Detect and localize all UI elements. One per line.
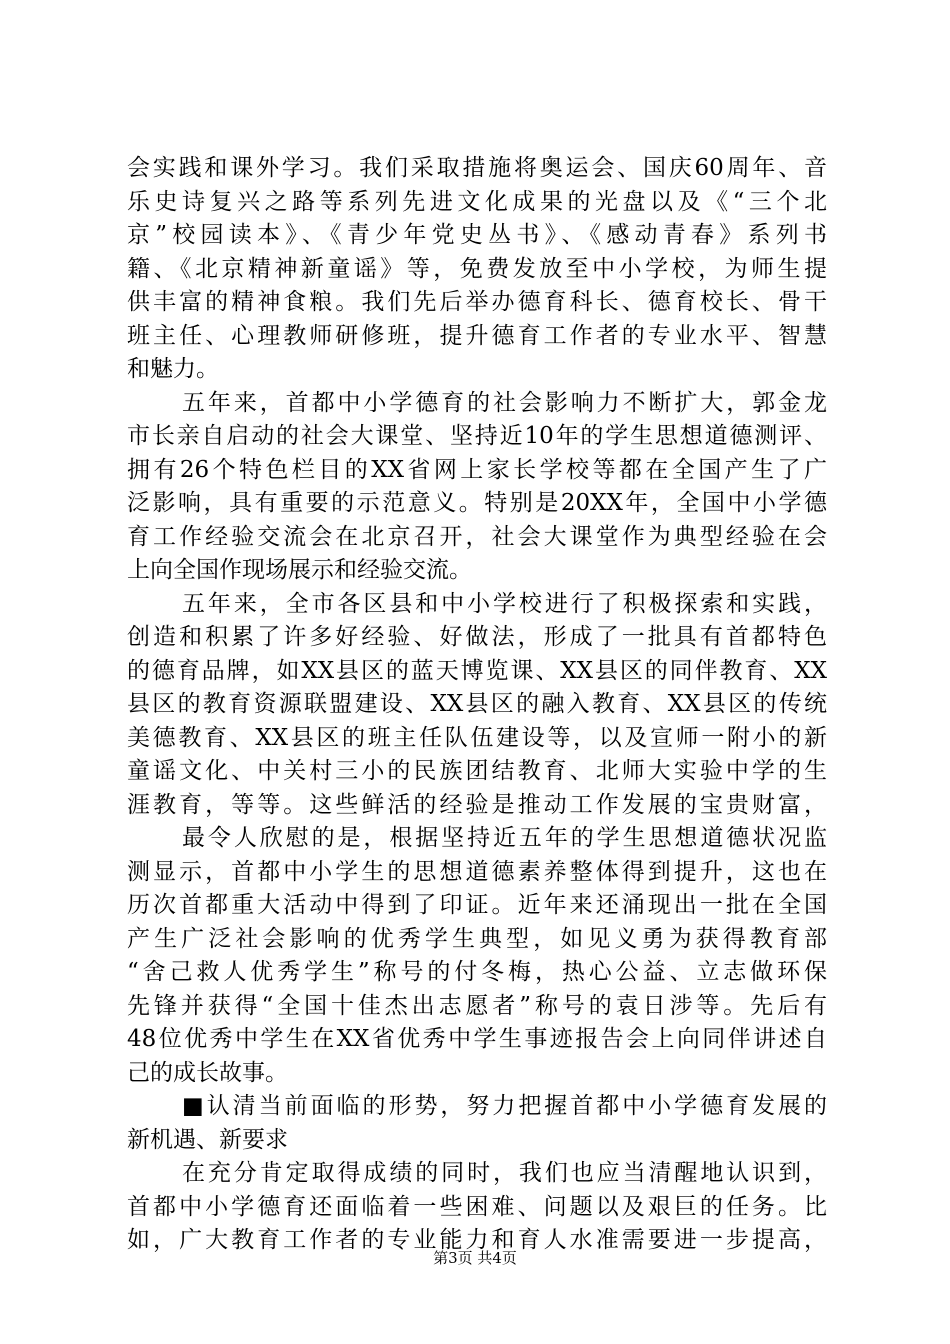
text-line: 拥有26个特色栏目的XX省网上家长学校等都在全国产生了广 xyxy=(127,456,827,483)
text-line: 历次首都重大活动中得到了印证。近年来还涌现出一批在全国 xyxy=(127,892,827,918)
text-line: 乐史诗复兴之路等系列先进文化成果的光盘以及《“三个北 xyxy=(127,188,827,215)
text-line: 育工作经验交流会在北京召开，社会大课堂作为典型经验在会 xyxy=(127,523,827,550)
text-line: 上向全国作现场展示和经验交流。 xyxy=(127,557,472,583)
text-line: 先锋并获得“全国十佳杰出志愿者”称号的袁日涉等。先后有 xyxy=(127,992,827,1019)
text-line: 产生广泛社会影响的优秀学生典型，如见义勇为获得教育部 xyxy=(127,925,827,952)
text-line: “舍己救人优秀学生”称号的付冬梅，热心公益、立志做环保 xyxy=(127,959,827,985)
body-text xyxy=(127,152,827,1258)
text-line: 己的成长故事。 xyxy=(127,1059,288,1086)
text-line: 班主任、心理教师研修班，提升德育工作者的专业水平、智慧 xyxy=(127,322,827,349)
text-line: 和魅力。 xyxy=(127,356,219,382)
text-line: 童谣文化、中关村三小的民族团结教育、北师大实验中学的生 xyxy=(127,758,827,784)
text-line: 新机遇、新要求 xyxy=(127,1126,288,1153)
text-line: 美德教育、XX县区的班主任队伍建设等，以及宣师一附小的新 xyxy=(127,724,827,751)
text-line: 县区的教育资源联盟建设、XX县区的融入教育、XX县区的传统 xyxy=(127,691,827,717)
text-line: 会实践和课外学习。我们采取措施将奥运会、国庆60周年、音 xyxy=(127,155,827,181)
text-line: 如，广大教育工作者的专业能力和育人水准需要进一步提高， xyxy=(127,1227,827,1253)
text-line: 五年来，首都中小学德育的社会影响力不断扩大，郭金龙 xyxy=(182,389,827,416)
text-line: 首都中小学德育还面临着一些困难、问题以及艰巨的任务。比 xyxy=(127,1193,827,1220)
text-line: 最令人欣慰的是，根据坚持近五年的学生思想道德状况监 xyxy=(182,825,827,851)
text-line: 泛影响，具有重要的示范意义。特别是20XX年，全国中小学德 xyxy=(127,490,827,516)
text-line: 京”校园读本》、《青少年党史丛书》、《感动青春》系列书 xyxy=(127,222,827,248)
text-line: 涯教育，等等。这些鲜活的经验是推动工作发展的宝贵财富， xyxy=(127,791,827,818)
text-line: 五年来，全市各区县和中小学校进行了积极探索和实践， xyxy=(182,590,827,617)
text-line: 创造和积累了许多好经验、好做法，形成了一批具有首都特色 xyxy=(127,624,827,650)
text-line: 的德育品牌，如XX县区的蓝天博览课、XX县区的同伴教育、XX xyxy=(127,657,827,684)
text-line: 市长亲自启动的社会大课堂、坚持近10年的学生思想道德测评、 xyxy=(127,423,827,449)
text-line: ■认清当前面临的形势，努力把握首都中小学德育发展的 xyxy=(182,1093,827,1119)
text-line: 测显示，首都中小学生的思想道德素养整体得到提升，这也在 xyxy=(127,858,827,885)
text-line: 籍、《北京精神新童谣》等，免费发放至中小学校，为师生提 xyxy=(127,255,827,282)
text-line: 48位优秀中学生在XX省优秀中学生事迹报告会上向同伴讲述自 xyxy=(127,1026,827,1052)
text-line: 在充分肯定取得成绩的同时，我们也应当清醒地认识到， xyxy=(182,1160,827,1186)
text-line: 供丰富的精神食粮。我们先后举办德育科长、德育校长、骨干 xyxy=(127,289,827,315)
page-footer: 第3页 共4页 xyxy=(433,1249,517,1267)
